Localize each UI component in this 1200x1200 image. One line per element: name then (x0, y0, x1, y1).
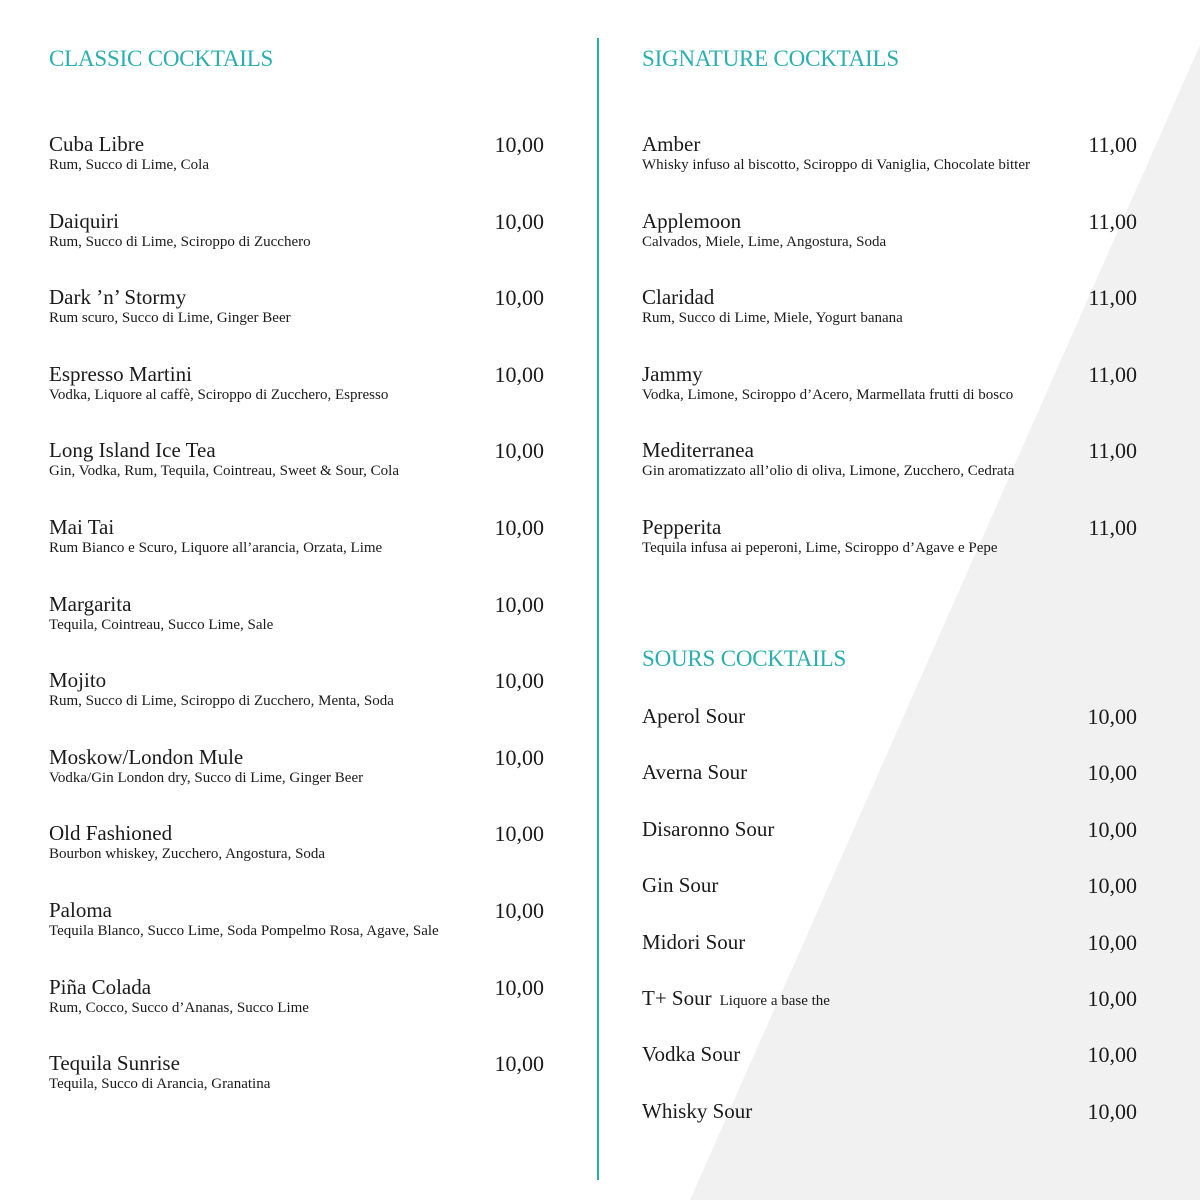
item-price: 11,00 (1088, 361, 1137, 387)
item-description: Vodka, Limone, Sciroppo d’Acero, Marmellata frutti di bosco (642, 386, 1014, 403)
item-price: 10,00 (494, 821, 544, 847)
item-price: 10,00 (494, 515, 544, 540)
item-name: Claridad (642, 285, 715, 310)
item-price: 11,00 (1088, 438, 1137, 464)
sours-cocktails-section (642, 0, 1142, 1200)
item-description: Gin, Vodka, Rum, Tequila, Cointreau, Sweet & Sour, Cola (49, 463, 399, 480)
item-description: Rum Bianco e Scuro, Liquore all’arancia, Orzata, Lime (49, 540, 383, 556)
menu-item (49, 1051, 544, 1111)
item-price: 10,00 (494, 974, 544, 1000)
item-name: Jammy (642, 361, 703, 386)
item-name: Margarita (49, 591, 132, 616)
item-price: 10,00 (1087, 873, 1137, 899)
menu-item (642, 1099, 1137, 1129)
item-name: Piña Colada (49, 974, 152, 999)
item-description: Rum, Succo di Lime, Sciroppo di Zucchero (49, 233, 311, 250)
column-divider (597, 38, 599, 1180)
item-price: 11,00 (1088, 208, 1137, 234)
item-price: 10,00 (494, 361, 544, 387)
item-description: Tequila Blanco, Succo Lime, Soda Pompelmo Rosa, Agave, Sale (49, 923, 439, 939)
item-description: Rum, Succo di Lime, Cola (49, 157, 209, 173)
menu-item (642, 760, 1137, 790)
classic-cocktails-section (49, 0, 549, 1200)
item-name: Whisky Sour (642, 1098, 753, 1123)
item-name: Moskow/London Mule (49, 744, 244, 769)
item-price: 10,00 (494, 285, 544, 311)
item-price: 10,00 (494, 898, 544, 923)
item-price: 11,00 (1088, 515, 1137, 540)
item-name: Long Island Ice Tea (49, 438, 216, 463)
item-price: 10,00 (1087, 816, 1137, 842)
item-price: 10,00 (1087, 986, 1137, 1011)
menu-item (642, 986, 1137, 1016)
item-price: 10,00 (494, 744, 544, 770)
menu-item (49, 362, 544, 422)
item-name: Daiquiri (49, 208, 119, 233)
item-price: 10,00 (494, 208, 544, 234)
item-name: Aperol Sour (642, 704, 746, 728)
item-description: Bourbon whiskey, Zucchero, Angostura, Soda (49, 846, 326, 863)
item-price: 10,00 (1087, 1098, 1137, 1124)
item-name-text: T+ Sour (642, 986, 712, 1010)
menu-item (49, 898, 544, 958)
item-name: Midori Sour (642, 929, 746, 954)
item-description: Rum, Succo di Lime, Miele, Yogurt banana (642, 310, 903, 327)
menu-item (49, 132, 544, 192)
item-price: 10,00 (494, 591, 544, 617)
item-price: 11,00 (1088, 132, 1137, 157)
item-name: Averna Sour (642, 760, 748, 785)
menu-item (642, 873, 1137, 903)
item-name: Paloma (49, 898, 112, 922)
menu-item (49, 515, 544, 575)
item-name: Old Fashioned (49, 821, 173, 846)
menu-item (642, 704, 1137, 734)
item-name: Applemoon (642, 208, 742, 233)
item-name: Amber (642, 132, 701, 156)
item-description: Vodka/Gin London dry, Succo di Lime, Ginger Beer (49, 769, 364, 786)
item-description: Tequila infusa ai peperoni, Lime, Sciroppo d’Agave e Pepe (642, 540, 998, 556)
item-name: Tequila Sunrise (49, 1051, 180, 1076)
menu-item (49, 745, 544, 805)
menu-item (49, 668, 544, 728)
item-name: Cuba Libre (49, 132, 145, 156)
menu-item (49, 209, 544, 269)
item-price: 10,00 (1087, 760, 1137, 786)
menu-item (49, 821, 544, 881)
menu-item (49, 438, 544, 498)
item-description: Whisky infuso al biscotto, Sciroppo di Vaniglia, Chocolate bitter (642, 157, 1031, 173)
item-name: Gin Sour (642, 873, 719, 898)
menu-item (642, 817, 1137, 847)
menu-item (49, 285, 544, 345)
item-name: Mediterranea (642, 438, 754, 463)
item-description: Vodka, Liquore al caffè, Sciroppo di Zucchero, Espresso (49, 386, 389, 403)
menu-item (642, 1042, 1137, 1072)
item-description: Rum scuro, Succo di Lime, Ginger Beer (49, 310, 291, 327)
item-price: 10,00 (1087, 1042, 1137, 1068)
item-price: 10,00 (494, 438, 544, 464)
item-name: Vodka Sour (642, 1042, 741, 1067)
item-name: Mojito (49, 668, 107, 693)
item-description: Rum, Cocco, Succo d’Ananas, Succo Lime (49, 999, 309, 1016)
sours-cocktails-heading: SOURS COCKTAILS (642, 646, 847, 671)
item-price: 11,00 (1088, 285, 1137, 311)
item-description: Calvados, Miele, Lime, Angostura, Soda (642, 233, 887, 250)
item-name: Dark ’n’ Stormy (49, 285, 187, 310)
item-description: Rum, Succo di Lime, Sciroppo di Zucchero, Menta, Soda (49, 693, 394, 710)
menu-item (49, 592, 544, 652)
item-price: 10,00 (494, 1051, 544, 1077)
item-name: Pepperita (642, 515, 722, 539)
item-description: Gin aromatizzato all’olio di oliva, Limone, Zucchero, Cedrata (642, 463, 1015, 480)
menu-item (49, 975, 544, 1035)
item-name (642, 986, 830, 1011)
item-price: 10,00 (1087, 704, 1137, 729)
item-price: 10,00 (494, 132, 544, 157)
item-description: Tequila, Succo di Arancia, Granatina (49, 1076, 271, 1093)
item-name: Disaronno Sour (642, 816, 775, 841)
signature-cocktails-heading: SIGNATURE COCKTAILS (642, 46, 899, 71)
item-name: Mai Tai (49, 515, 115, 539)
menu-item (642, 930, 1137, 960)
classic-cocktails-heading: CLASSIC COCKTAILS (49, 46, 274, 71)
item-note: Liquore a base the (719, 993, 830, 1009)
item-price: 10,00 (494, 668, 544, 694)
item-description: Tequila, Cointreau, Succo Lime, Sale (49, 616, 274, 633)
item-price: 10,00 (1087, 929, 1137, 955)
item-name: Espresso Martini (49, 361, 192, 386)
